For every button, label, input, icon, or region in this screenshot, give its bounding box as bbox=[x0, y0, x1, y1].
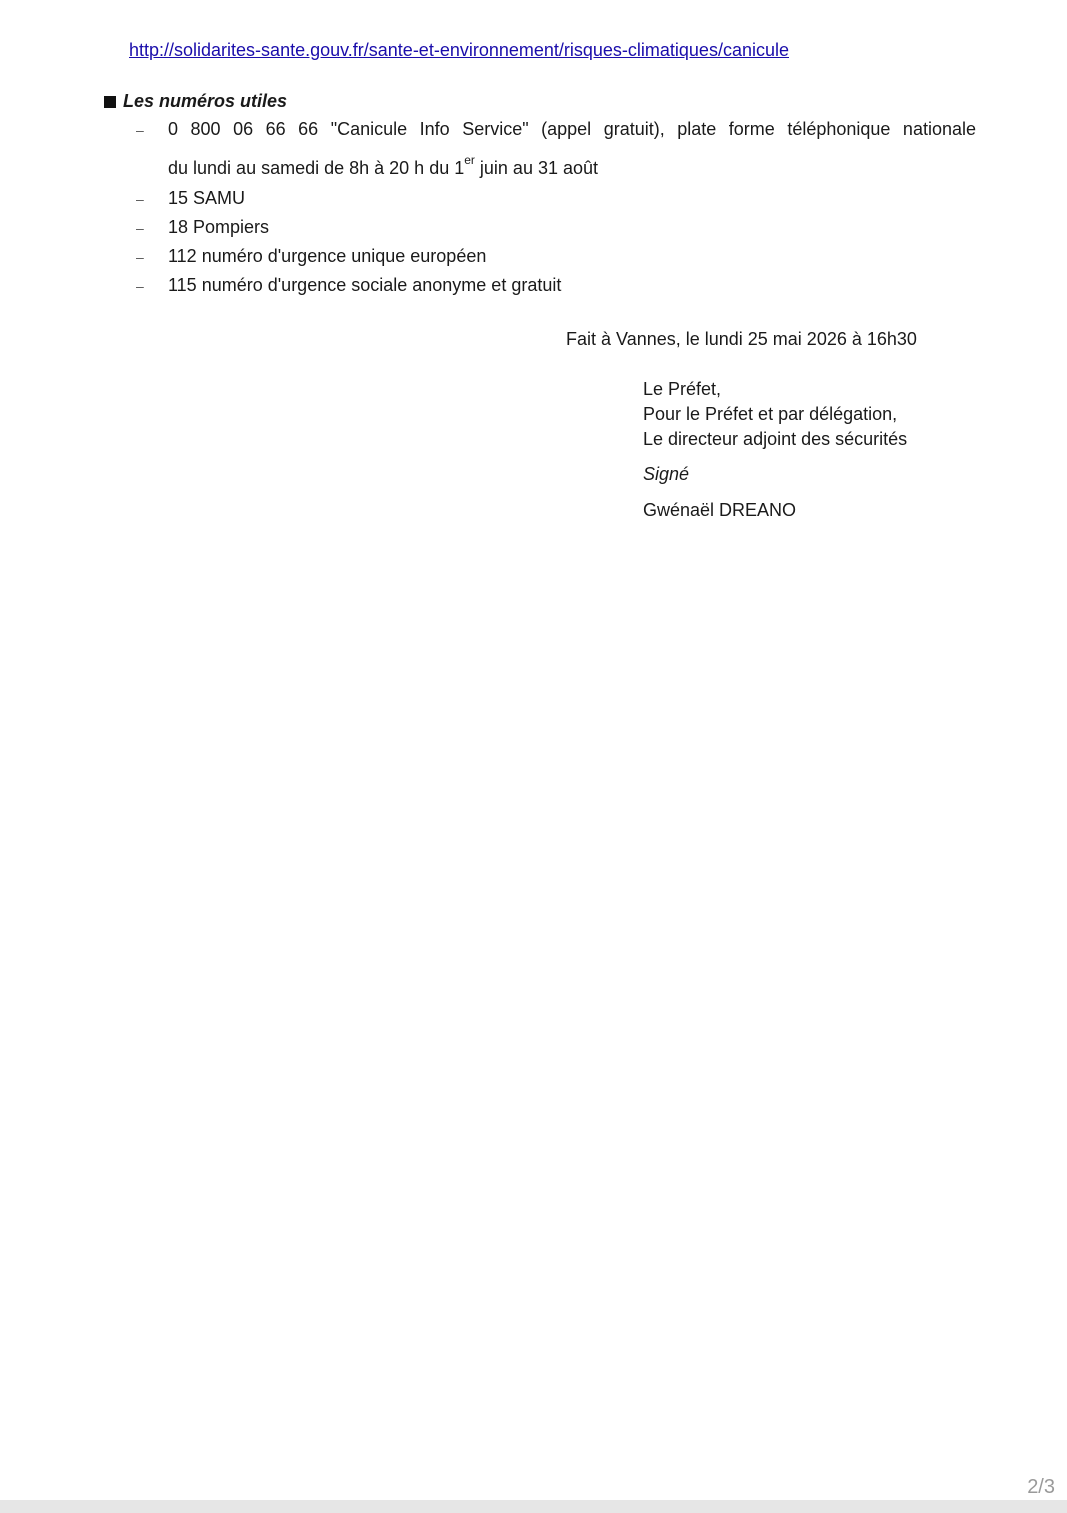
canicule-info-link[interactable]: http://solidarites-sante.gouv.fr/sante-et-environnement/risques-climatiques/canicule bbox=[129, 40, 789, 60]
signature-title: Le Préfet, bbox=[643, 379, 722, 399]
list-item-112: 112 numéro d'urgence unique européen bbox=[168, 246, 487, 266]
list-dash: – bbox=[136, 122, 144, 138]
signature-delegation: Pour le Préfet et par délégation, bbox=[643, 404, 898, 424]
list-item-text-part: du lundi au samedi de 8h à 20 h du 1 bbox=[168, 158, 465, 178]
place-date: Fait à Vannes, le lundi 25 mai 2026 à 16h30 bbox=[566, 329, 917, 349]
list-item-115: 115 numéro d'urgence sociale anonyme et gratuit bbox=[168, 275, 562, 295]
page-indicator: 2/3 bbox=[1027, 1476, 1055, 1498]
signature-signed: Signé bbox=[643, 464, 690, 484]
list-item-canicule-line2 bbox=[168, 153, 599, 179]
list-dash: – bbox=[136, 220, 144, 236]
list-dash: – bbox=[136, 249, 144, 265]
list-dash: – bbox=[136, 191, 144, 207]
list-dash: – bbox=[136, 278, 144, 294]
list-item-samu: 15 SAMU bbox=[168, 188, 246, 208]
square-bullet-icon bbox=[104, 96, 116, 108]
section-title: Les numéros utiles bbox=[123, 91, 288, 111]
list-item-canicule-line1: 0 800 06 66 66 "Canicule Info Service" (appel gratuit), plate forme téléphonique nationale bbox=[168, 119, 976, 139]
signature-role: Le directeur adjoint des sécurités bbox=[643, 429, 908, 449]
list-item-text-part: juin au 31 août bbox=[474, 158, 599, 178]
section-heading bbox=[104, 91, 287, 112]
viewer-bottom-bar bbox=[0, 1500, 1067, 1513]
ordinal-superscript: er bbox=[464, 153, 475, 167]
signatory-name: Gwénaël DREANO bbox=[643, 500, 797, 520]
list-item-pompiers: 18 Pompiers bbox=[168, 217, 270, 237]
